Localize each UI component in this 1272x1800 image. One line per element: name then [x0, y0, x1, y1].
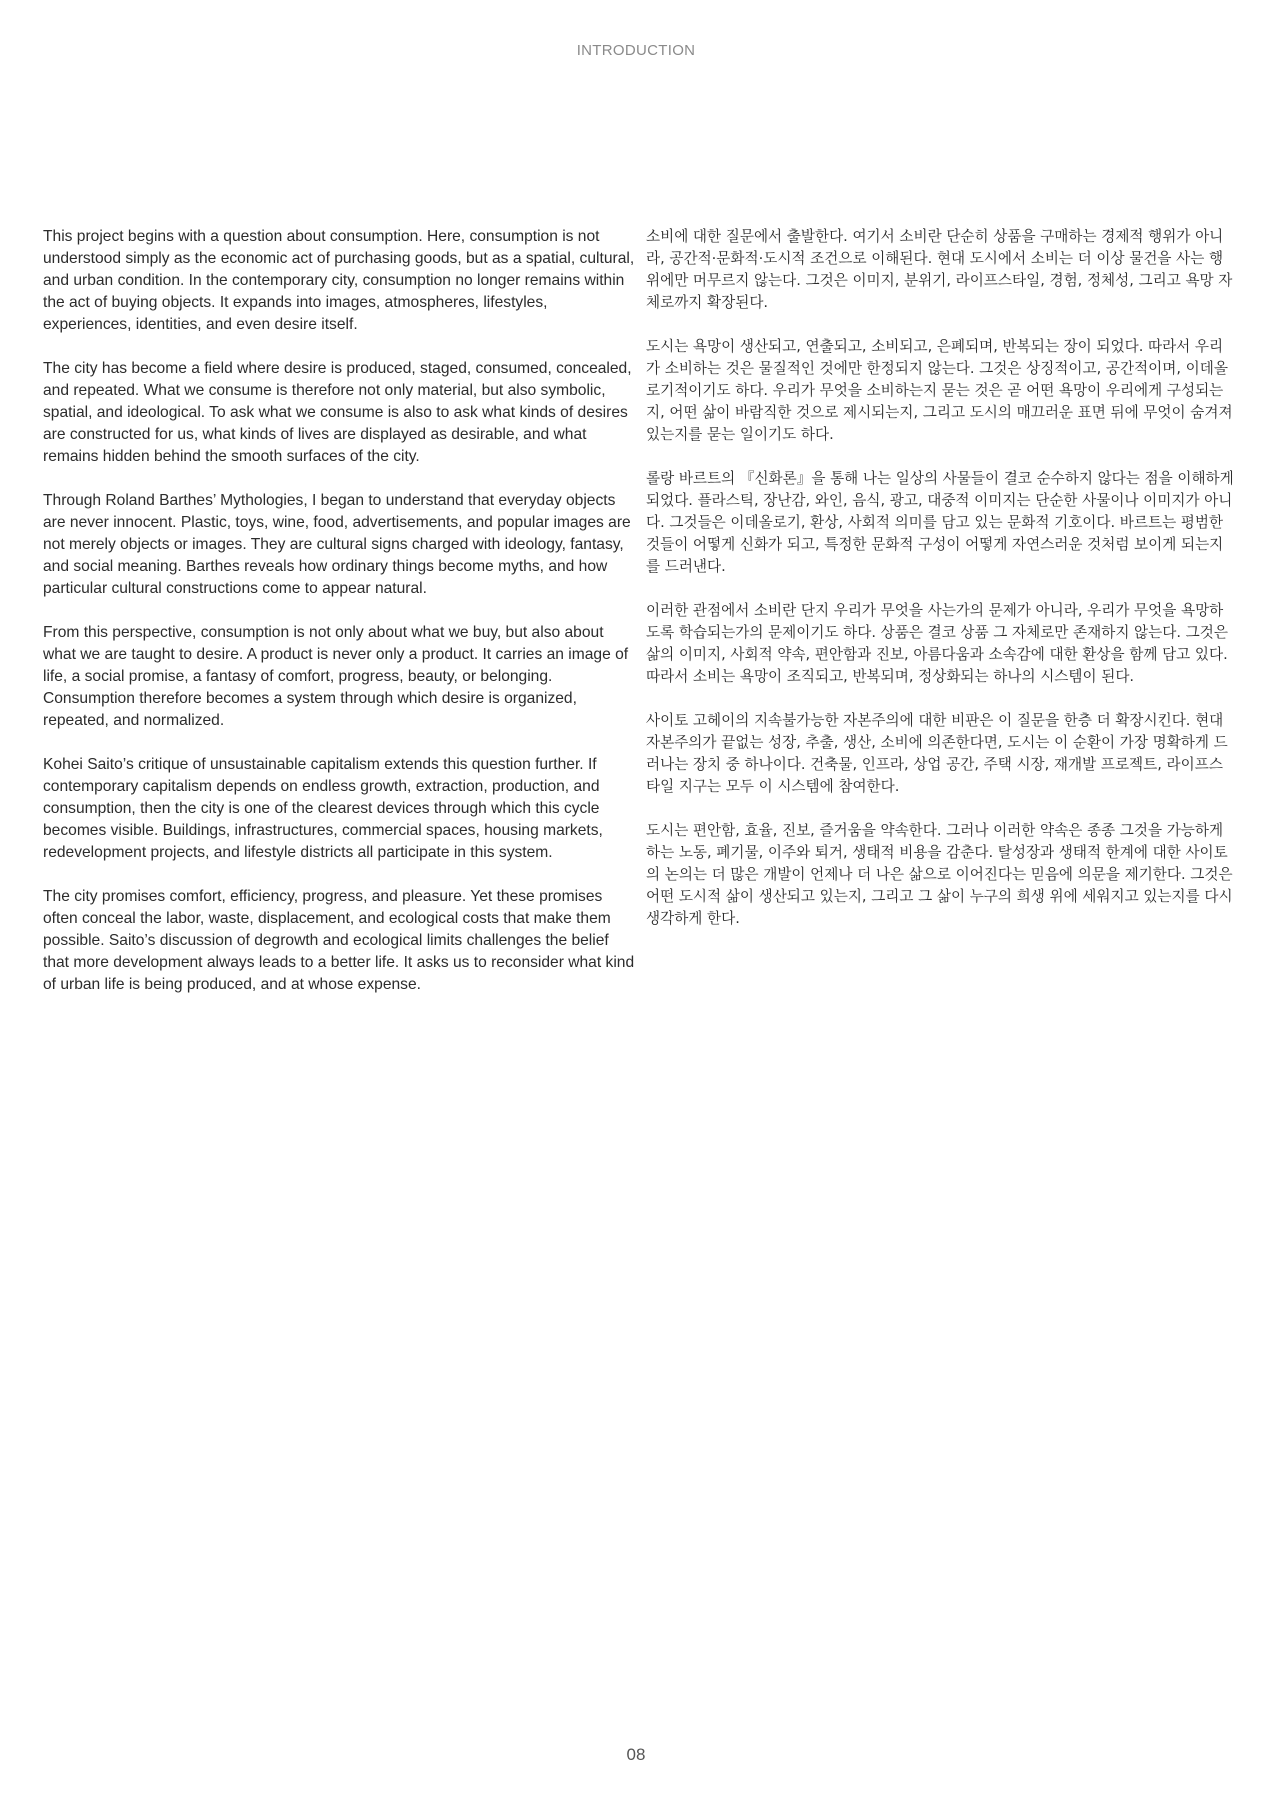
korean-paragraph: 도시는 욕망이 생산되고, 연출되고, 소비되고, 은폐되며, 반복되는 장이 되었다. 따라서 우리가 소비하는 것은 물질적인 것에만 한정되지 않는다. 그것은 상징적이고, 공간적이며, 이데올로기적이기도 하다. 우리가 무엇을 소비하는지 묻는 것은 곧 어떤 욕망이 우리에게 구성되는지, 어떤 삶이 바람직한 것으로 제시되는지, 그리고 도시의 매끄러운 표면 뒤에 무엇이 숨겨져 있는지를 묻는 일이기도 하다. [646, 338, 1233, 443]
english-paragraph: Through Roland Barthes’ Mythologies, I began to understand that everyday objects are never innocent. Plastic, toys, wine, food, advertisements, and popular images are not merely objects or images. They are cultural signs charged with ideology, fantasy, and social meaning. Barthes reveals how ordinary things become myths, and how particular cultural constructions come to appear natural. [43, 492, 631, 597]
korean-paragraph: 소비에 대한 질문에서 출발한다. 여기서 소비란 단순히 상품을 구매하는 경제적 행위가 아니라, 공간적·문화적·도시적 조건으로 이해된다. 현대 도시에서 소비는 더 이상 물건을 사는 행위에만 머무르지 않는다. 그것은 이미지, 분위기, 라이프스타일, 경험, 정체성, 그리고 욕망 자체로까지 확장된다. [646, 228, 1233, 311]
english-paragraph: The city promises comfort, efficiency, progress, and pleasure. Yet these promises often conceal the labor, waste, displacement, and ecological costs that make them possible. Saito’s discussion of degrowth and ecological limits challenges the belief that more development always leads to a better life. It asks us to reconsider what kind of urban life is being produced, and at whose expense. [43, 888, 635, 993]
korean-paragraph: 도시는 편안함, 효율, 진보, 즐거움을 약속한다. 그러나 이러한 약속은 종종 그것을 가능하게 하는 노동, 폐기물, 이주와 퇴거, 생태적 비용을 감춘다. 탈성장과 생태적 한계에 대한 사이토의 논의는 더 많은 개발이 언제나 더 나은 삶으로 이어진다는 믿음에 의문을 제기한다. 그것은 어떤 도시적 삶이 생산되고 있는지, 그리고 그 삶이 누구의 희생 위에 세워지고 있는지를 다시 생각하게 한다. [646, 822, 1233, 927]
korean-paragraph: 이러한 관점에서 소비란 단지 우리가 무엇을 사는가의 문제가 아니라, 우리가 무엇을 욕망하도록 학습되는가의 문제이기도 하다. 상품은 결코 상품 그 자체로만 존재하지 않는다. 그것은 삶의 이미지, 사회적 약속, 편안함과 진보, 아름다움과 소속감에 대한 환상을 함께 담고 있다. 따라서 소비는 욕망이 조직되고, 반복되며, 정상화되는 하나의 시스템이 된다. [646, 602, 1228, 685]
page-number: 08 [626, 1745, 646, 1764]
english-text-column [43, 226, 637, 1018]
english-paragraph: Kohei Saito’s critique of unsustainable capitalism extends this question further. If contemporary capitalism depends on endless growth, extraction, production, and consumption, then the city is one of the clearest devices through which this cycle becomes visible. Buildings, infrastructures, commercial spaces, housing markets, redevelopment projects, and lifestyle districts all participate in this system. [43, 756, 603, 861]
running-header: INTRODUCTION [576, 42, 696, 59]
korean-paragraph: 사이토 고헤이의 지속불가능한 자본주의에 대한 비판은 이 질문을 한층 더 확장시킨다. 현대 자본주의가 끝없는 성장, 추출, 생산, 소비에 의존한다면, 도시는 이 순환이 가장 명확하게 드러나는 장치 중 하나이다. 건축물, 인프라, 상업 공간, 주택 시장, 재개발 프로젝트, 라이프스타일 지구는 모두 이 시스템에 참여한다. [646, 712, 1228, 795]
english-paragraph: From this perspective, consumption is not only about what we buy, but also about what we are taught to desire. A product is never only a product. It carries an image of life, a social promise, a fantasy of comfort, progress, beauty, or belonging. Consumption therefore becomes a system through which desire is organized, repeated, and normalized. [43, 624, 629, 729]
english-paragraph: The city has become a field where desire is produced, staged, consumed, concealed, and repeated. What we consume is therefore not only material, but also symbolic, spatial, and ideological. To ask what we consume is also to ask what kinds of desires are constructed for us, what kinds of lives are displayed as desirable, and what remains hidden behind the smooth surfaces of the city. [43, 360, 632, 465]
english-paragraph: This project begins with a question about consumption. Here, consumption is not understood simply as the economic act of purchasing goods, but as a spatial, cultural, and urban condition. In the contemporary city, consumption no longer remains within the act of buying objects. It expands into images, atmospheres, lifestyles, experiences, identities, and even desire itself. [43, 228, 635, 333]
korean-paragraph: 롤랑 바르트의 『신화론』을 통해 나는 일상의 사물들이 결코 순수하지 않다는 점을 이해하게 되었다. 플라스틱, 장난감, 와인, 음식, 광고, 대중적 이미지는 단순한 사물이나 이미지가 아니다. 그것들은 이데올로기, 환상, 사회적 의미를 담고 있는 문화적 기호이다. 바르트는 평범한 것들이 어떻게 신화가 되고, 특정한 문화적 구성이 어떻게 자연스러운 것처럼 보이게 되는지를 드러낸다. [646, 470, 1234, 575]
korean-text-column [646, 226, 1236, 952]
